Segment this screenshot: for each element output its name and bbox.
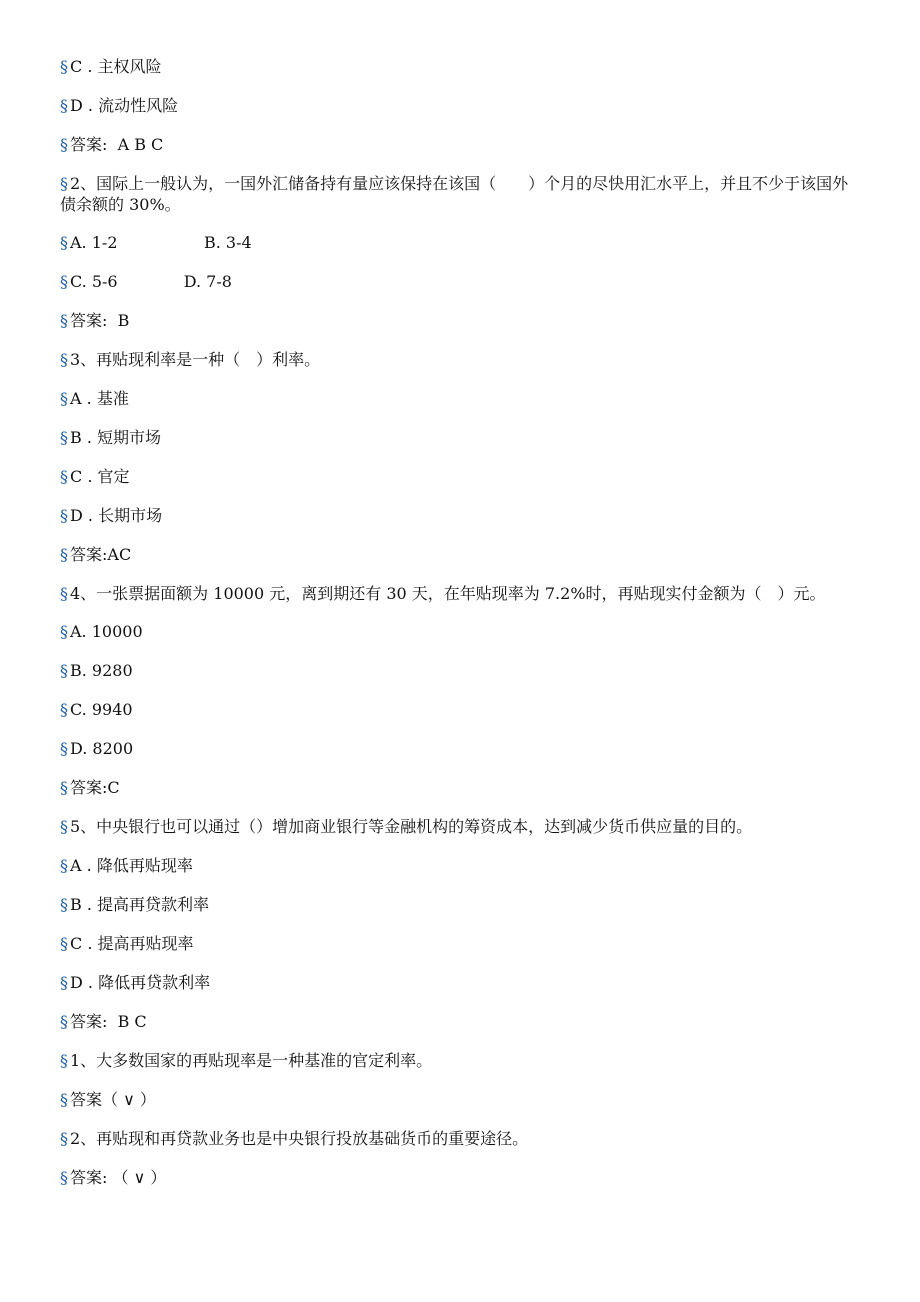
option-text: D. 8200 bbox=[70, 739, 134, 758]
answer-line bbox=[60, 544, 860, 566]
section-bullet: § bbox=[60, 350, 68, 369]
section-bullet: § bbox=[60, 661, 68, 680]
option-line bbox=[60, 95, 860, 117]
question-text: 5、中央银行也可以通过（）增加商业银行等金融机构的筹资成本，达到减少货币供应量的目的。 bbox=[70, 817, 753, 836]
section-bullet: § bbox=[60, 622, 68, 641]
option-text: C. 9940 bbox=[70, 700, 133, 719]
question-line bbox=[60, 583, 860, 604]
option-text: A . 降低再贴现率 bbox=[70, 856, 193, 875]
answer-text: 答案: A B C bbox=[70, 135, 164, 154]
option-text: A. 1-2 B. 3-4 bbox=[70, 233, 252, 252]
answer-line bbox=[60, 1089, 860, 1111]
section-bullet: § bbox=[60, 545, 68, 564]
option-line bbox=[60, 855, 860, 877]
option-line bbox=[60, 660, 860, 682]
option-text: C . 官定 bbox=[70, 467, 130, 486]
answer-line bbox=[60, 1011, 860, 1033]
option-text: A. 10000 bbox=[70, 622, 143, 641]
option-line bbox=[60, 427, 860, 449]
option-line bbox=[60, 271, 860, 293]
section-bullet: § bbox=[60, 934, 68, 953]
option-text: C . 主权风险 bbox=[70, 57, 162, 76]
option-line bbox=[60, 699, 860, 721]
option-text: B . 提高再贷款利率 bbox=[70, 895, 210, 914]
option-line bbox=[60, 56, 860, 78]
section-bullet: § bbox=[60, 1012, 68, 1031]
option-line bbox=[60, 621, 860, 643]
answer-line bbox=[60, 777, 860, 799]
option-text: C. 5-6 D. 7-8 bbox=[70, 272, 232, 291]
question-line bbox=[60, 1128, 860, 1150]
section-bullet: § bbox=[60, 700, 68, 719]
section-bullet: § bbox=[60, 467, 68, 486]
section-bullet: § bbox=[60, 856, 68, 875]
option-line bbox=[60, 738, 860, 760]
option-line bbox=[60, 466, 860, 488]
question-line bbox=[60, 1050, 860, 1072]
answer-line bbox=[60, 1167, 860, 1189]
section-bullet: § bbox=[60, 135, 68, 154]
section-bullet: § bbox=[60, 778, 68, 797]
option-text: D . 流动性风险 bbox=[70, 96, 179, 115]
option-line bbox=[60, 505, 860, 527]
section-bullet: § bbox=[60, 428, 68, 447]
question-text: 3、再贴现利率是一种（ ）利率。 bbox=[70, 350, 321, 369]
section-bullet: § bbox=[60, 1090, 68, 1109]
option-text: D . 长期市场 bbox=[70, 506, 163, 525]
section-bullet: § bbox=[60, 739, 68, 758]
section-bullet: § bbox=[60, 506, 68, 525]
section-bullet: § bbox=[60, 1051, 68, 1070]
section-bullet: § bbox=[60, 1168, 68, 1187]
answer-text: 答案: B C bbox=[70, 1012, 147, 1031]
answer-text: 答案:C bbox=[70, 778, 120, 797]
document-page bbox=[60, 56, 860, 1206]
answer-line bbox=[60, 134, 860, 156]
question-text: 4、一张票据面额为 10000 元，离到期还有 30 天，在年贴现率为 7.2%时，再贴现实付金额为（ ）元。 bbox=[70, 584, 826, 603]
section-bullet: § bbox=[60, 174, 68, 193]
section-bullet: § bbox=[60, 584, 68, 603]
answer-text: 答案（ ∨ ） bbox=[70, 1090, 156, 1109]
option-line bbox=[60, 933, 860, 955]
section-bullet: § bbox=[60, 96, 68, 115]
answer-line bbox=[60, 310, 860, 332]
section-bullet: § bbox=[60, 1129, 68, 1148]
section-bullet: § bbox=[60, 311, 68, 330]
option-line bbox=[60, 388, 860, 410]
question-line bbox=[60, 349, 860, 371]
question-line bbox=[60, 816, 860, 838]
section-bullet: § bbox=[60, 817, 68, 836]
section-bullet: § bbox=[60, 895, 68, 914]
section-bullet: § bbox=[60, 973, 68, 992]
option-line bbox=[60, 232, 860, 254]
answer-text: 答案:AC bbox=[70, 545, 132, 564]
option-text: B . 短期市场 bbox=[70, 428, 162, 447]
section-bullet: § bbox=[60, 272, 68, 291]
section-bullet: § bbox=[60, 233, 68, 252]
option-line bbox=[60, 972, 860, 994]
question-line bbox=[60, 173, 860, 215]
option-text: D . 降低再贷款利率 bbox=[70, 973, 211, 992]
option-line bbox=[60, 894, 860, 916]
option-text: C . 提高再贴现率 bbox=[70, 934, 194, 953]
question-text: 1、大多数国家的再贴现率是一种基准的官定利率。 bbox=[70, 1051, 433, 1070]
question-text: 2、再贴现和再贷款业务也是中央银行投放基础货币的重要途径。 bbox=[70, 1129, 529, 1148]
answer-text: 答案: B bbox=[70, 311, 130, 330]
section-bullet: § bbox=[60, 57, 68, 76]
section-bullet: § bbox=[60, 389, 68, 408]
option-text: B. 9280 bbox=[70, 661, 133, 680]
option-text: A . 基准 bbox=[70, 389, 129, 408]
question-text: 2、国际上一般认为，一国外汇储备持有量应该保持在该国（ ）个月的尽快用汇水平上，并且不少于该国外债余额的 30%。 bbox=[60, 174, 849, 214]
answer-text: 答案: （ ∨ ） bbox=[70, 1168, 167, 1187]
